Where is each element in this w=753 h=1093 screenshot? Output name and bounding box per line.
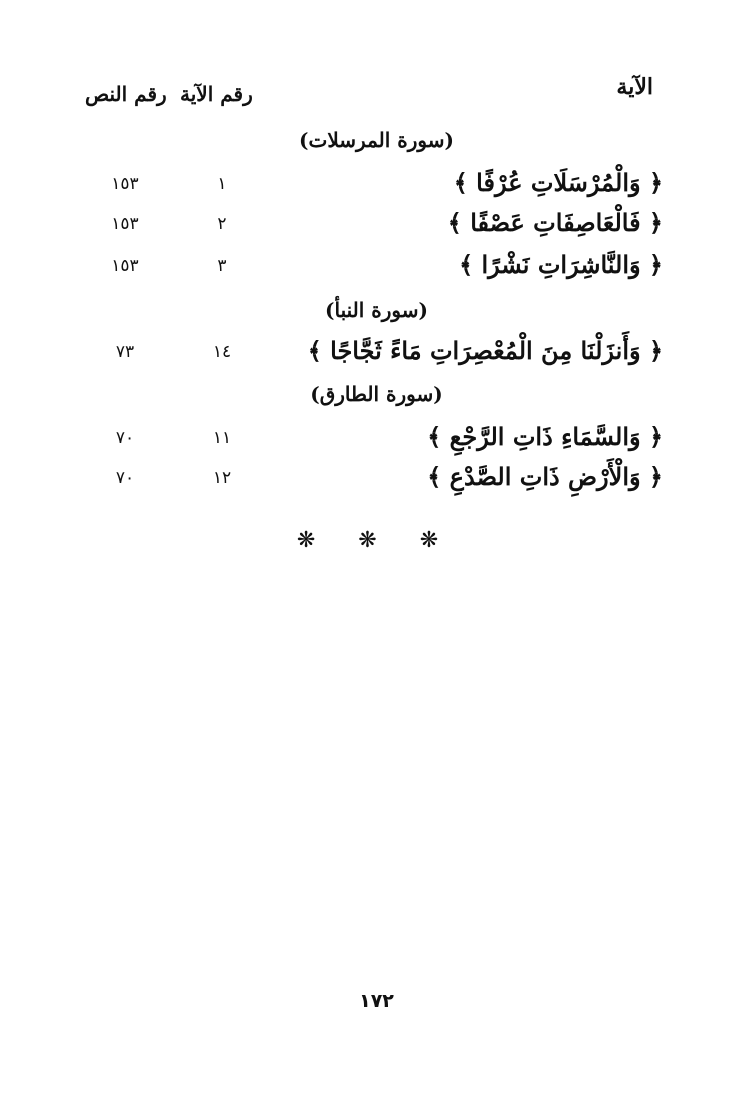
verse-text: ﴿ وَالسَّمَاءِ ذَاتِ الرَّجْعِ ﴾ — [427, 422, 663, 451]
ayah-number: ١ — [217, 174, 227, 194]
table-row — [0, 250, 753, 290]
table-row — [0, 462, 753, 502]
table-header — [0, 74, 753, 114]
ayah-number: ٣ — [217, 256, 227, 276]
table-row — [0, 422, 753, 462]
text-number: ١٥٣ — [111, 174, 139, 194]
surah-title-tariq: (سورة الطارق) — [310, 382, 443, 406]
surah-title-naba: (سورة النبأ) — [325, 298, 428, 322]
ayah-number: ٢ — [217, 214, 227, 234]
table-row — [0, 168, 753, 208]
verse-text: ﴿ وَالْمُرْسَلَاتِ عُرْفًا ﴾ — [453, 168, 663, 197]
table-row — [0, 336, 753, 376]
verse-column-header: الآية — [616, 74, 653, 100]
verse-text: ﴿ فَالْعَاصِفَاتِ عَصْفًا ﴾ — [447, 208, 663, 237]
section-separator: ❋ ❋ ❋ — [296, 528, 457, 553]
page-number: ١٧٢ — [359, 990, 394, 1012]
verse-text: ﴿ وَالْأَرْضِ ذَاتِ الصَّدْعِ ﴾ — [427, 462, 663, 491]
verse-text: ﴿ وَأَنزَلْنَا مِنَ الْمُعْصِرَاتِ مَاءً ثَجَّاجًا ﴾ — [307, 336, 663, 365]
text-number: ١٥٣ — [111, 214, 139, 234]
verse-text: ﴿ وَالنَّاشِرَاتِ نَشْرًا ﴾ — [459, 250, 663, 279]
ayah-number: ١٢ — [212, 468, 232, 488]
text-number: ١٥٣ — [111, 256, 139, 276]
ayah-number: ١٤ — [212, 342, 232, 362]
ayah-number: ١١ — [212, 428, 232, 448]
ayah-number-column-header: رقم الآية — [180, 82, 253, 106]
text-number-column-header: رقم النص — [85, 82, 167, 106]
text-number: ٧٠ — [115, 428, 135, 448]
text-number: ٧٠ — [115, 468, 135, 488]
surah-title-mursalat: (سورة المرسلات) — [299, 128, 454, 152]
text-number: ٧٣ — [115, 342, 135, 362]
table-row — [0, 208, 753, 248]
